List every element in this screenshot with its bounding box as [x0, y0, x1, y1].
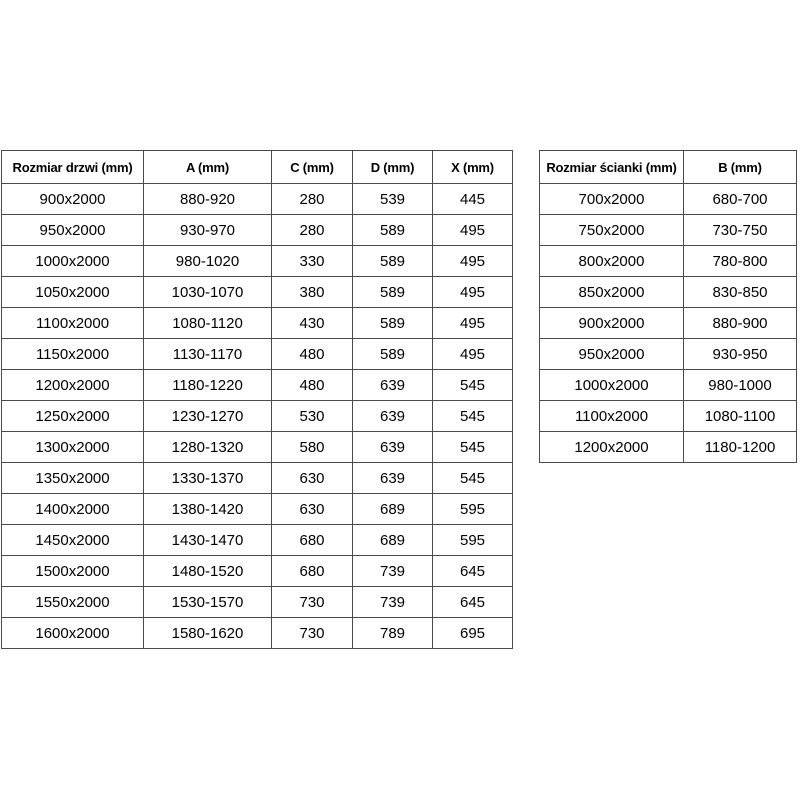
table-row: [2, 215, 513, 246]
table-cell: 495: [433, 246, 513, 277]
table-cell: 695: [433, 618, 513, 649]
table-cell: 1080-1120: [144, 308, 272, 339]
table-cell: 639: [353, 463, 433, 494]
table-cell: 480: [272, 339, 353, 370]
table-cell: 545: [433, 432, 513, 463]
table-cell: 595: [433, 525, 513, 556]
table-cell: 689: [353, 525, 433, 556]
table-row: [2, 556, 513, 587]
table-cell: 900x2000: [2, 184, 144, 215]
table-cell: 680-700: [684, 184, 797, 215]
table-cell: 1130-1170: [144, 339, 272, 370]
table-cell: 639: [353, 401, 433, 432]
table-cell: 930-970: [144, 215, 272, 246]
table-cell: 1080-1100: [684, 401, 797, 432]
table-cell: 1600x2000: [2, 618, 144, 649]
table-row: [540, 432, 797, 463]
table-row: [540, 401, 797, 432]
table-cell: 1000x2000: [2, 246, 144, 277]
table-cell: 739: [353, 587, 433, 618]
table-row: [2, 587, 513, 618]
table-cell: 680: [272, 556, 353, 587]
table-cell: 680: [272, 525, 353, 556]
table-cell: 1000x2000: [540, 370, 684, 401]
table-cell: 1200x2000: [540, 432, 684, 463]
table-cell: 750x2000: [540, 215, 684, 246]
table-cell: 1230-1270: [144, 401, 272, 432]
table-cell: 700x2000: [540, 184, 684, 215]
table-cell: 689: [353, 494, 433, 525]
table-cell: 1580-1620: [144, 618, 272, 649]
table-cell: 730: [272, 587, 353, 618]
table-cell: 630: [272, 494, 353, 525]
table-cell: 645: [433, 556, 513, 587]
table-row: [2, 494, 513, 525]
door-size-table: [1, 150, 513, 649]
table-cell: 800x2000: [540, 246, 684, 277]
table-cell: 589: [353, 246, 433, 277]
wall-table-body: [540, 184, 797, 463]
table-cell: 850x2000: [540, 277, 684, 308]
table-row: [540, 370, 797, 401]
table-cell: 1180-1220: [144, 370, 272, 401]
column-header: Rozmiar drzwi (mm): [2, 151, 144, 184]
table-cell: 1480-1520: [144, 556, 272, 587]
wall-size-table: [539, 150, 797, 463]
table-cell: 1530-1570: [144, 587, 272, 618]
column-header: B (mm): [684, 151, 797, 184]
column-header: C (mm): [272, 151, 353, 184]
table-cell: 950x2000: [2, 215, 144, 246]
table-cell: 539: [353, 184, 433, 215]
table-cell: 930-950: [684, 339, 797, 370]
table-cell: 1180-1200: [684, 432, 797, 463]
table-cell: 730: [272, 618, 353, 649]
table-row: [2, 432, 513, 463]
table-cell: 789: [353, 618, 433, 649]
table-cell: 589: [353, 308, 433, 339]
table-row: [2, 339, 513, 370]
table-cell: 1300x2000: [2, 432, 144, 463]
table-cell: 1400x2000: [2, 494, 144, 525]
table-cell: 1450x2000: [2, 525, 144, 556]
door-table-header-row: [2, 151, 513, 184]
table-row: [540, 184, 797, 215]
column-header: D (mm): [353, 151, 433, 184]
table-cell: 1250x2000: [2, 401, 144, 432]
table-cell: 580: [272, 432, 353, 463]
table-cell: 495: [433, 308, 513, 339]
table-row: [2, 277, 513, 308]
table-cell: 645: [433, 587, 513, 618]
table-cell: 1500x2000: [2, 556, 144, 587]
table-cell: 1350x2000: [2, 463, 144, 494]
table-cell: 495: [433, 339, 513, 370]
table-cell: 1100x2000: [540, 401, 684, 432]
table-cell: 589: [353, 215, 433, 246]
table-cell: 480: [272, 370, 353, 401]
table-row: [540, 308, 797, 339]
table-cell: 830-850: [684, 277, 797, 308]
table-cell: 1380-1420: [144, 494, 272, 525]
table-cell: 639: [353, 432, 433, 463]
table-cell: 1150x2000: [2, 339, 144, 370]
table-cell: 980-1020: [144, 246, 272, 277]
table-cell: 1200x2000: [2, 370, 144, 401]
table-cell: 589: [353, 339, 433, 370]
table-cell: 950x2000: [540, 339, 684, 370]
table-cell: 1430-1470: [144, 525, 272, 556]
table-cell: 900x2000: [540, 308, 684, 339]
table-row: [2, 463, 513, 494]
table-cell: 730-750: [684, 215, 797, 246]
table-row: [540, 246, 797, 277]
table-cell: 780-800: [684, 246, 797, 277]
table-cell: 589: [353, 277, 433, 308]
table-cell: 530: [272, 401, 353, 432]
table-cell: 1030-1070: [144, 277, 272, 308]
table-cell: 639: [353, 370, 433, 401]
table-cell: 495: [433, 277, 513, 308]
table-cell: 280: [272, 215, 353, 246]
table-row: [2, 184, 513, 215]
table-row: [2, 246, 513, 277]
table-cell: 980-1000: [684, 370, 797, 401]
table-cell: 1330-1370: [144, 463, 272, 494]
table-row: [2, 525, 513, 556]
table-cell: 630: [272, 463, 353, 494]
table-row: [2, 370, 513, 401]
table-row: [2, 308, 513, 339]
table-cell: 1280-1320: [144, 432, 272, 463]
door-table-body: [2, 184, 513, 649]
table-cell: 280: [272, 184, 353, 215]
table-cell: 880-900: [684, 308, 797, 339]
table-cell: 495: [433, 215, 513, 246]
column-header: A (mm): [144, 151, 272, 184]
table-cell: 330: [272, 246, 353, 277]
table-row: [540, 339, 797, 370]
column-header: Rozmiar ścianki (mm): [540, 151, 684, 184]
table-cell: 595: [433, 494, 513, 525]
table-cell: 380: [272, 277, 353, 308]
table-row: [2, 618, 513, 649]
table-cell: 1050x2000: [2, 277, 144, 308]
column-header: X (mm): [433, 151, 513, 184]
wall-table-header-row: [540, 151, 797, 184]
table-cell: 545: [433, 370, 513, 401]
table-cell: 880-920: [144, 184, 272, 215]
table-row: [540, 215, 797, 246]
table-cell: 545: [433, 401, 513, 432]
table-row: [2, 401, 513, 432]
table-cell: 739: [353, 556, 433, 587]
table-cell: 1550x2000: [2, 587, 144, 618]
table-cell: 545: [433, 463, 513, 494]
table-cell: 1100x2000: [2, 308, 144, 339]
table-cell: 430: [272, 308, 353, 339]
table-cell: 445: [433, 184, 513, 215]
table-row: [540, 277, 797, 308]
